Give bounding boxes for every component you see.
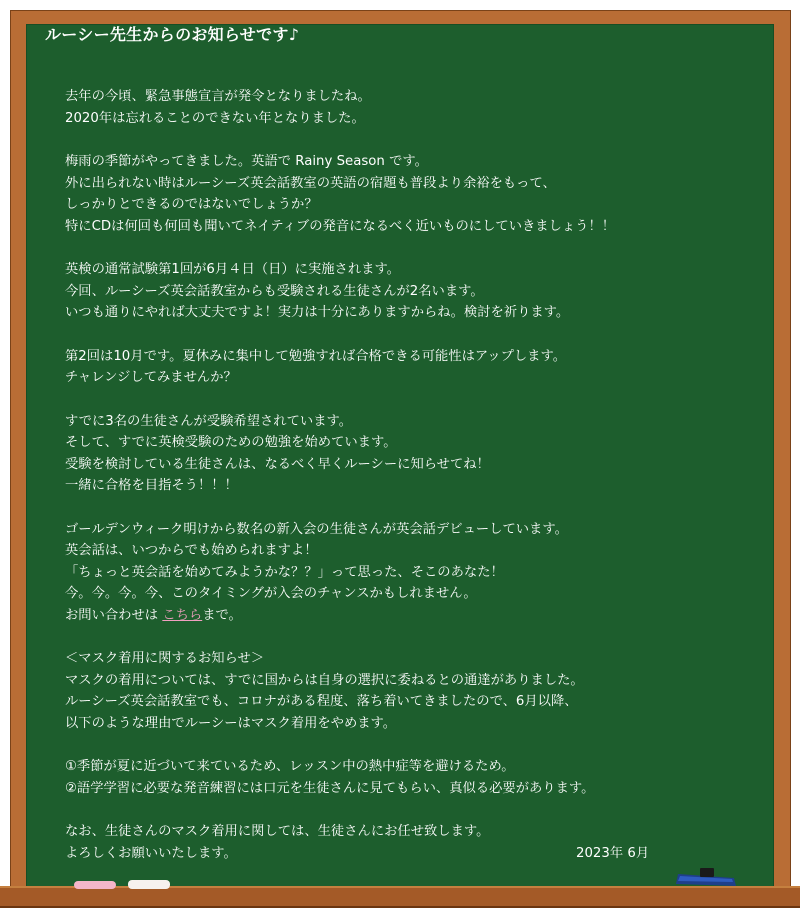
paragraph-3 xyxy=(65,259,785,324)
paragraph-1 xyxy=(65,86,785,129)
text-line: そして、すでに英検受験のための勉強を始めています。 xyxy=(65,435,397,450)
text-line: 梅雨の季節がやってきました。英語で Rainy Season です。 xyxy=(65,154,428,169)
pink-chalk-icon xyxy=(74,881,116,889)
text-line: ルーシーズ英会話教室でも、コロナがある程度、落ち着いてきましたので、6月以降、 xyxy=(65,694,578,709)
contact-link[interactable]: こちら xyxy=(162,607,203,623)
chalk-ledge xyxy=(0,886,800,908)
text-line: 去年の今頃、緊急事態宣言が発令となりましたね。 xyxy=(65,89,371,104)
contact-suffix: まで。 xyxy=(202,607,242,623)
text-line: 「ちょっと英会話を始めてみようかな？？」って思った、そこのあなた！ xyxy=(65,564,504,580)
eraser-icon xyxy=(676,866,738,888)
paragraph-4 xyxy=(65,346,785,389)
text-line: 第2回は10月です。夏休みに集中して勉強すれば合格できる可能性はアップします。 xyxy=(65,348,567,364)
text-line: なお、生徒さんのマスク着用に関しては、生徒さんにお任せ致します。 xyxy=(65,824,490,839)
notice-body xyxy=(65,86,785,886)
text-line: いつも通りにやれば大丈夫ですよ！実力は十分にありますからね。検討を祈ります。 xyxy=(65,305,570,320)
contact-prefix: お問い合わせは xyxy=(65,607,163,623)
text-line: 特にCDは何回も何回も聞いてネイティブの発音になるべく近いものにしていきましょう！！ xyxy=(65,218,616,234)
paragraph-8 xyxy=(65,756,785,799)
text-line: よろしくお願いいたします。 xyxy=(65,845,237,861)
text-line: 英会話は、いつからでも始められますよ！ xyxy=(65,543,318,558)
paragraph-7 xyxy=(65,648,785,734)
paragraph-5 xyxy=(65,411,785,497)
contact-line xyxy=(65,605,785,627)
text-line: 英検の通常試験第1回が6月４日（日）に実施されます。 xyxy=(65,262,400,277)
text-line: 以下のような理由でルーシーはマスク着用をやめます。 xyxy=(65,715,397,731)
page-title: ルーシー先生からのお知らせです♪ xyxy=(45,25,300,44)
paragraph-2 xyxy=(65,151,785,237)
text-line: チャレンジしてみませんか？ xyxy=(65,370,237,385)
white-chalk-icon xyxy=(128,880,170,889)
text-line: ①季節が夏に近づいて来ているため、レッスン中の熱中症等を避けるため。 xyxy=(65,759,515,774)
text-line: ②語学学習に必要な発音練習には口元を生徒さんに見てもらい、真似る必要があります。 xyxy=(65,780,595,796)
notice-date: 2023年 6月 xyxy=(576,846,650,861)
text-line: 一緒に合格を目指そう！！！ xyxy=(65,478,238,493)
text-line: ＜マスク着用に関するお知らせ＞ xyxy=(65,651,265,666)
text-line: しっかりとできるのではないでしょうか？ xyxy=(65,197,318,212)
text-line: 今。今。今。今、このタイミングが入会のチャンスかもしれません。 xyxy=(65,586,477,601)
text-line: 今回、ルーシーズ英会話教室からも受験される生徒さんが2名います。 xyxy=(65,283,484,299)
text-line: 受験を検討している生徒さんは、なるべく早くルーシーに知らせてね！ xyxy=(65,456,490,472)
paragraph-9 xyxy=(65,821,785,864)
text-line: マスクの着用については、すでに国からは自身の選択に委ねるとの通達がありました。 xyxy=(65,672,584,688)
text-line: 2020年は忘れることのできない年となりました。 xyxy=(65,110,365,126)
text-line: 外に出られない時はルーシーズ英会話教室の英語の宿題も普段より余裕をもって、 xyxy=(65,175,556,191)
text-line: すでに3名の生徒さんが受験希望されています。 xyxy=(65,413,353,429)
paragraph-6 xyxy=(65,519,785,627)
text-line: ゴールデンウィーク明けから数名の新入会の生徒さんが英会話デビューしています。 xyxy=(65,521,568,537)
